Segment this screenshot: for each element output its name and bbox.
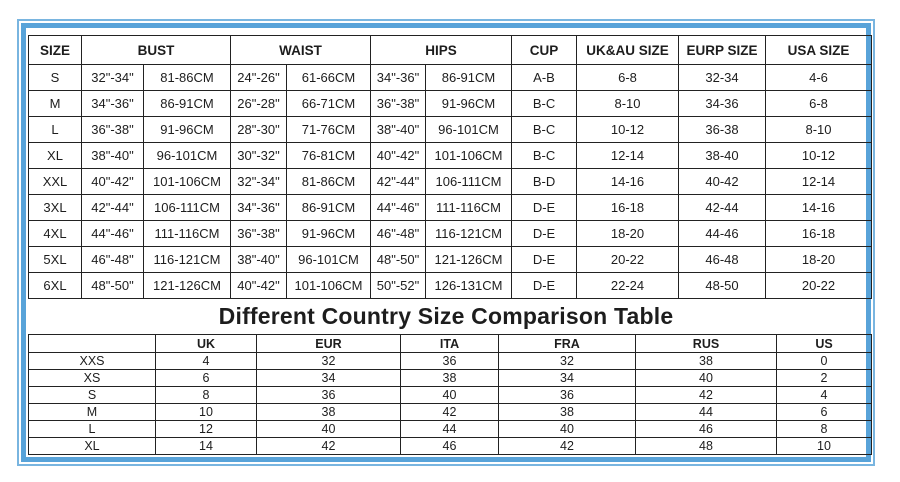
value-cell: 42-44 (679, 195, 766, 221)
value-cell: 32 (257, 353, 401, 370)
value-cell: 18-20 (577, 221, 679, 247)
size-chart-table (28, 35, 872, 299)
column-header-hips: HIPS (371, 36, 512, 65)
row-label-cell: S (29, 65, 82, 91)
value-cell: D-E (512, 247, 577, 273)
value-cell: 121-126CM (426, 247, 512, 273)
value-cell: 40"-42" (371, 143, 426, 169)
table-row (29, 65, 872, 91)
value-cell: 32"-34" (82, 65, 144, 91)
value-cell: 111-116CM (426, 195, 512, 221)
row-label-cell: 3XL (29, 195, 82, 221)
row-label-cell: XXL (29, 169, 82, 195)
value-cell: 12-14 (766, 169, 872, 195)
value-cell: 6-8 (766, 91, 872, 117)
value-cell: 12 (156, 421, 257, 438)
value-cell: 126-131CM (426, 273, 512, 299)
value-cell: 91-96CM (287, 221, 371, 247)
row-label-cell: XXS (29, 353, 156, 370)
value-cell: 42"-44" (371, 169, 426, 195)
table-row (29, 421, 872, 438)
value-cell: 36 (257, 387, 401, 404)
row-label-cell: XS (29, 370, 156, 387)
value-cell: 8 (156, 387, 257, 404)
value-cell: 32 (499, 353, 636, 370)
value-cell: 101-106CM (426, 143, 512, 169)
column-header-size: SIZE (29, 36, 82, 65)
value-cell: 38"-40" (82, 143, 144, 169)
row-label-cell: 4XL (29, 221, 82, 247)
value-cell: 36 (401, 353, 499, 370)
value-cell: B-C (512, 143, 577, 169)
table-row (29, 370, 872, 387)
value-cell: 42 (499, 438, 636, 455)
value-cell: 101-106CM (144, 169, 231, 195)
value-cell: 36"-38" (371, 91, 426, 117)
value-cell: 20-22 (766, 273, 872, 299)
row-label-cell: L (29, 421, 156, 438)
value-cell: 91-96CM (144, 117, 231, 143)
value-cell: 18-20 (766, 247, 872, 273)
value-cell: 42 (401, 404, 499, 421)
table-row (29, 247, 872, 273)
value-cell: 48 (636, 438, 777, 455)
value-cell: 4 (777, 387, 872, 404)
value-cell: 34"-36" (371, 65, 426, 91)
value-cell: 28"-30" (231, 117, 287, 143)
value-cell: 40 (257, 421, 401, 438)
value-cell: 38 (257, 404, 401, 421)
value-cell: 91-96CM (426, 91, 512, 117)
table-row (29, 387, 872, 404)
column-header-rus: RUS (636, 335, 777, 353)
value-cell: 116-121CM (426, 221, 512, 247)
row-label-cell: XL (29, 438, 156, 455)
column-header-ukau-size: UK&AU SIZE (577, 36, 679, 65)
value-cell: 14 (156, 438, 257, 455)
value-cell: 40 (636, 370, 777, 387)
value-cell: 36-38 (679, 117, 766, 143)
column-header-eurp-size: EURP SIZE (679, 36, 766, 65)
value-cell: 38 (401, 370, 499, 387)
table-row (29, 404, 872, 421)
value-cell: 76-81CM (287, 143, 371, 169)
value-cell: 61-66CM (287, 65, 371, 91)
value-cell: 66-71CM (287, 91, 371, 117)
value-cell: 46"-48" (82, 247, 144, 273)
value-cell: 22-24 (577, 273, 679, 299)
value-cell: 6-8 (577, 65, 679, 91)
value-cell: 14-16 (766, 195, 872, 221)
value-cell: D-E (512, 221, 577, 247)
value-cell: 46 (636, 421, 777, 438)
value-cell: 44 (636, 404, 777, 421)
page-title: Different Country Size Comparison Table (218, 303, 674, 329)
size-chart-header-row (29, 36, 872, 65)
value-cell: 46 (401, 438, 499, 455)
value-cell: 38 (499, 404, 636, 421)
size-chart-body (29, 65, 872, 299)
value-cell: 44-46 (679, 221, 766, 247)
column-header-eur: EUR (257, 335, 401, 353)
value-cell: 6 (777, 404, 872, 421)
value-cell: 10-12 (577, 117, 679, 143)
column-header-blank (29, 335, 156, 353)
value-cell: 4-6 (766, 65, 872, 91)
value-cell: 10 (777, 438, 872, 455)
row-label-cell: 6XL (29, 273, 82, 299)
value-cell: 48"-50" (82, 273, 144, 299)
comparison-body (29, 353, 872, 455)
value-cell: D-E (512, 195, 577, 221)
value-cell: 8-10 (577, 91, 679, 117)
value-cell: 34 (499, 370, 636, 387)
table-row (29, 221, 872, 247)
value-cell: A-B (512, 65, 577, 91)
value-cell: 36"-38" (231, 221, 287, 247)
column-header-uk: UK (156, 335, 257, 353)
value-cell: 36 (499, 387, 636, 404)
value-cell: 40 (401, 387, 499, 404)
value-cell: 36"-38" (82, 117, 144, 143)
table-row (29, 353, 872, 370)
value-cell: 4 (156, 353, 257, 370)
value-cell: 40-42 (679, 169, 766, 195)
table-row (29, 438, 872, 455)
value-cell: 44 (401, 421, 499, 438)
value-cell: 106-111CM (144, 195, 231, 221)
value-cell: B-D (512, 169, 577, 195)
column-header-usa-size: USA SIZE (766, 36, 872, 65)
value-cell: D-E (512, 273, 577, 299)
value-cell: 86-91CM (287, 195, 371, 221)
column-header-us: US (777, 335, 872, 353)
value-cell: 32"-34" (231, 169, 287, 195)
value-cell: 6 (156, 370, 257, 387)
value-cell: 8-10 (766, 117, 872, 143)
value-cell: 34"-36" (231, 195, 287, 221)
row-label-cell: S (29, 387, 156, 404)
value-cell: 96-101CM (144, 143, 231, 169)
row-label-cell: 5XL (29, 247, 82, 273)
value-cell: 38"-40" (371, 117, 426, 143)
value-cell: 16-18 (577, 195, 679, 221)
value-cell: 34"-36" (82, 91, 144, 117)
value-cell: 16-18 (766, 221, 872, 247)
value-cell: 30"-32" (231, 143, 287, 169)
column-header-cup: CUP (512, 36, 577, 65)
table-row (29, 91, 872, 117)
value-cell: 40"-42" (82, 169, 144, 195)
value-cell: 46"-48" (371, 221, 426, 247)
size-chart-panel (21, 23, 871, 462)
value-cell: 50"-52" (371, 273, 426, 299)
value-cell: 48-50 (679, 273, 766, 299)
value-cell: 24"-26" (231, 65, 287, 91)
value-cell: 10-12 (766, 143, 872, 169)
value-cell: 44"-46" (82, 221, 144, 247)
value-cell: B-C (512, 91, 577, 117)
row-label-cell: XL (29, 143, 82, 169)
value-cell: 0 (777, 353, 872, 370)
value-cell: 40"-42" (231, 273, 287, 299)
value-cell: 42 (636, 387, 777, 404)
value-cell: 40 (499, 421, 636, 438)
row-label-cell: M (29, 91, 82, 117)
value-cell: 12-14 (577, 143, 679, 169)
value-cell: 8 (777, 421, 872, 438)
value-cell: 96-101CM (426, 117, 512, 143)
value-cell: 26"-28" (231, 91, 287, 117)
table-row (29, 195, 872, 221)
column-header-waist: WAIST (231, 36, 371, 65)
value-cell: 34 (257, 370, 401, 387)
row-label-cell: M (29, 404, 156, 421)
row-label-cell: L (29, 117, 82, 143)
value-cell: 38"-40" (231, 247, 287, 273)
comparison-table (28, 334, 872, 455)
value-cell: 46-48 (679, 247, 766, 273)
value-cell: 116-121CM (144, 247, 231, 273)
value-cell: 81-86CM (287, 169, 371, 195)
value-cell: 48"-50" (371, 247, 426, 273)
table-row (29, 273, 872, 299)
value-cell: 38-40 (679, 143, 766, 169)
value-cell: 96-101CM (287, 247, 371, 273)
table-row (29, 117, 872, 143)
value-cell: B-C (512, 117, 577, 143)
column-header-bust: BUST (82, 36, 231, 65)
value-cell: 20-22 (577, 247, 679, 273)
value-cell: 42"-44" (82, 195, 144, 221)
value-cell: 2 (777, 370, 872, 387)
value-cell: 14-16 (577, 169, 679, 195)
value-cell: 101-106CM (287, 273, 371, 299)
value-cell: 86-91CM (426, 65, 512, 91)
value-cell: 81-86CM (144, 65, 231, 91)
value-cell: 86-91CM (144, 91, 231, 117)
comparison-header-row (29, 335, 872, 353)
table-row (29, 143, 872, 169)
value-cell: 38 (636, 353, 777, 370)
table-row (29, 169, 872, 195)
value-cell: 44"-46" (371, 195, 426, 221)
value-cell: 71-76CM (287, 117, 371, 143)
value-cell: 34-36 (679, 91, 766, 117)
column-header-ita: ITA (401, 335, 499, 353)
value-cell: 10 (156, 404, 257, 421)
value-cell: 42 (257, 438, 401, 455)
value-cell: 111-116CM (144, 221, 231, 247)
value-cell: 121-126CM (144, 273, 231, 299)
column-header-fra: FRA (499, 335, 636, 353)
value-cell: 32-34 (679, 65, 766, 91)
value-cell: 106-111CM (426, 169, 512, 195)
